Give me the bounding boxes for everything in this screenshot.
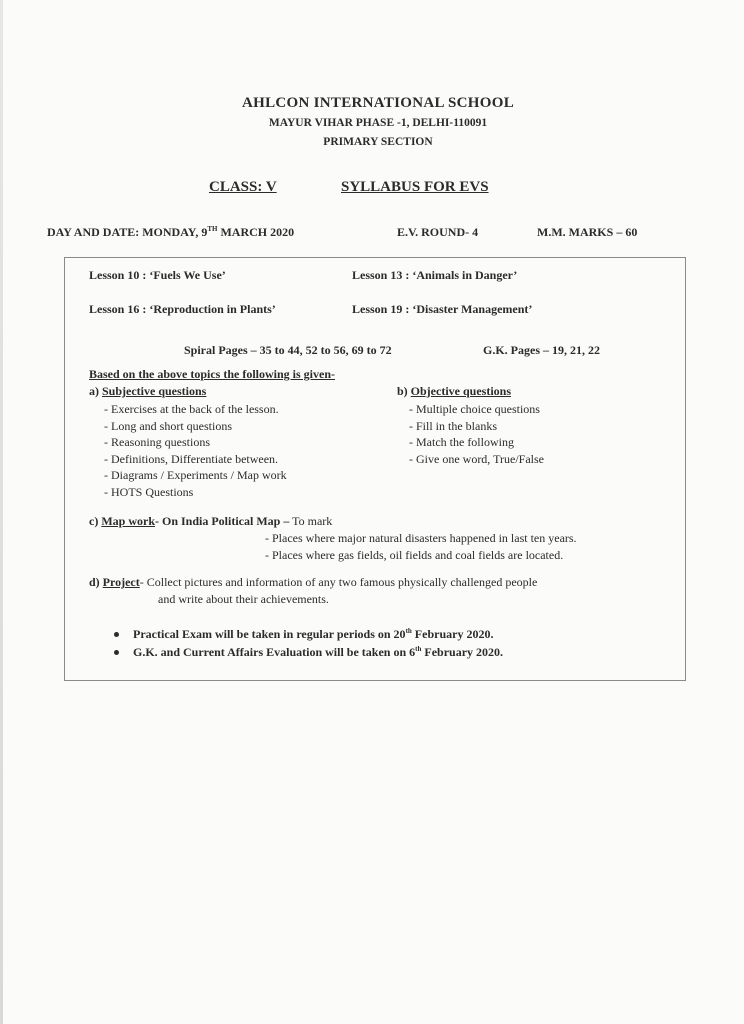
map-work-heading: c) Map work- On India Political Map – To mark — [89, 514, 333, 528]
scan-edge — [0, 0, 3, 1024]
map-work-list — [265, 530, 577, 563]
lesson-item: Lesson 10 : ‘Fuels We Use’ — [89, 268, 226, 282]
list-item: - Multiple choice questions — [409, 402, 540, 416]
project-line: d) Project- Collect pictures and information of any two famous physically challenged people — [89, 575, 538, 589]
gk-evaluation-note: G.K. and Current Affairs Evaluation will be taken on 6th February 2020. — [114, 645, 503, 660]
school-section: PRIMARY SECTION — [323, 136, 433, 148]
list-item: - Give one word, True/False — [409, 451, 544, 466]
spiral-pages: Spiral Pages – 35 to 44, 52 to 56, 69 to 72 — [184, 343, 392, 357]
exam-round: E.V. ROUND- 4 — [397, 225, 479, 239]
list-item: - Places where major natural disasters happened in last ten years. — [265, 531, 577, 545]
list-item: - Exercises at the back of the lesson. — [104, 402, 279, 416]
syllabus-title: SYLLABUS FOR EVS — [341, 179, 489, 195]
subjective-heading: a) Subjective questions — [89, 384, 207, 398]
gk-pages: G.K. Pages – 19, 21, 22 — [483, 343, 600, 357]
list-item: - Reasoning questions — [104, 435, 210, 449]
day-and-date: DAY AND DATE: MONDAY, 9TH MARCH 2020 — [47, 225, 295, 239]
objective-list — [409, 401, 544, 467]
lesson-item: Lesson 19 : ‘Disaster Management’ — [352, 302, 533, 316]
max-marks: M.M. MARKS – 60 — [537, 225, 638, 239]
lesson-item: Lesson 13 : ‘Animals in Danger’ — [352, 268, 518, 282]
list-item: - Diagrams / Experiments / Map work — [104, 468, 287, 482]
lesson-item: Lesson 16 : ‘Reproduction in Plants’ — [89, 302, 276, 316]
bullet-icon — [114, 632, 119, 637]
list-item: - Places where gas fields, oil fields and coal fields are located. — [265, 547, 564, 562]
topics-intro: Based on the above topics the following is given- — [89, 367, 336, 381]
list-item: - HOTS Questions — [104, 484, 194, 499]
objective-heading: b) Objective questions — [397, 384, 512, 398]
school-address: MAYUR VIHAR PHASE -1, DELHI-110091 — [268, 117, 488, 129]
list-item: - Definitions, Differentiate between. — [104, 451, 279, 466]
subjective-list — [104, 401, 287, 500]
class-label: CLASS: V — [209, 179, 277, 195]
bullet-icon — [114, 650, 119, 655]
list-item: - Match the following — [409, 435, 514, 449]
project-line-2: and write about their achievements. — [158, 592, 329, 606]
list-item: - Fill in the blanks — [409, 418, 497, 433]
list-item: - Long and short questions — [104, 418, 232, 433]
school-name: AHLCON INTERNATIONAL SCHOOL — [241, 95, 515, 111]
practical-exam-note: Practical Exam will be taken in regular periods on 20th February 2020. — [114, 627, 493, 642]
